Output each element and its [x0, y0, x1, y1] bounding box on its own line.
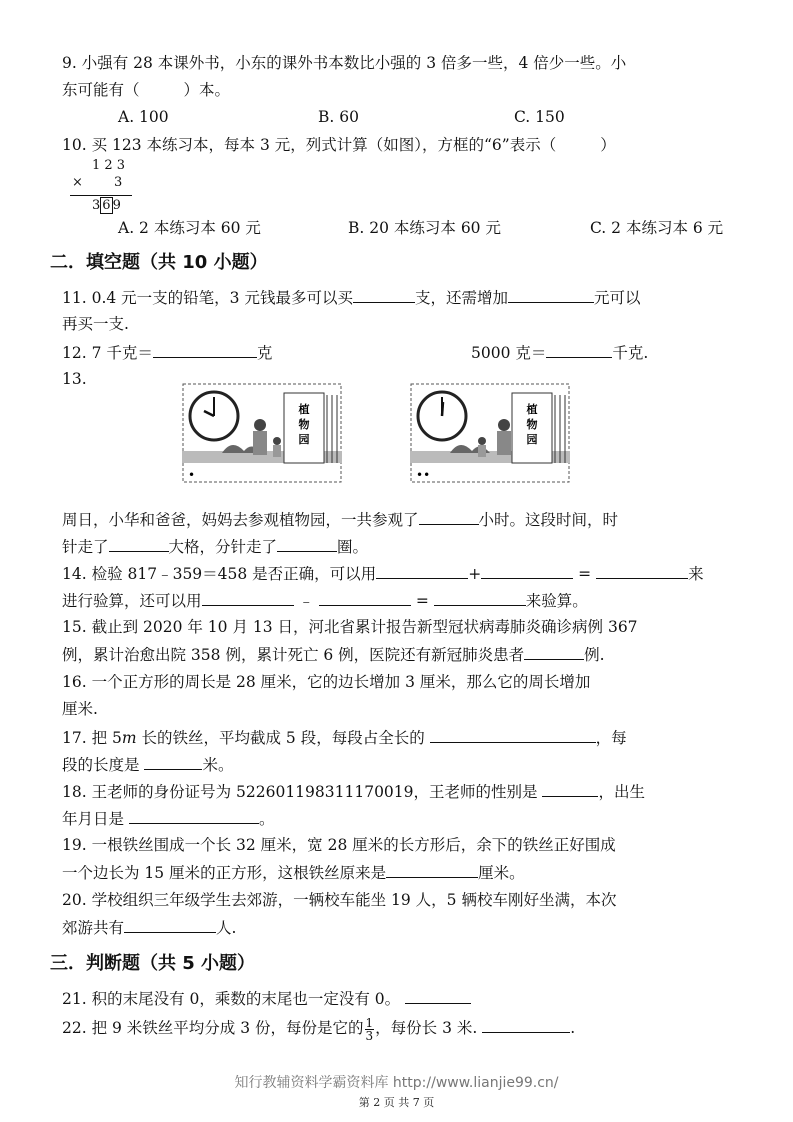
question-18-text: 18. 王老师的身份证号为 522601198311170019，王老师的性别是	[62, 783, 538, 801]
question-15-text: 例，累计治愈出院 358 例，累计死亡 6 例，医院还有新冠肺炎患者	[62, 646, 525, 664]
page-number: 第 2 页 共 7 页	[358, 1096, 435, 1109]
calc-result-digit: 9	[112, 198, 121, 213]
clock-illustration-end	[410, 383, 570, 483]
option-9-a: A. 100	[118, 108, 169, 126]
equals-sign: =	[578, 565, 592, 583]
question-9-line-2	[62, 79, 230, 101]
question-10-text: 10. 买 123 本练习本，每本 3 元，列式计算（如图），方框的“6”表示（	[62, 136, 557, 154]
question-15-text-end: 例.	[584, 646, 605, 664]
answer-blank-14b[interactable]	[481, 562, 573, 579]
person-head	[254, 419, 266, 431]
fraction-denominator: 3	[365, 1028, 374, 1043]
question-18-text-2: ，出生	[598, 783, 645, 801]
question-19-line-2	[62, 861, 525, 884]
question-11-line-2: 再买一支.	[62, 315, 129, 333]
calc-rule	[70, 195, 132, 196]
times-sign: ×	[72, 175, 83, 190]
watermark-footer: 知行教辅资料学霸资料库 http://www.lianjie99.cn/	[234, 1075, 559, 1091]
answer-blank-15[interactable]	[524, 643, 584, 660]
unit-symbol: m	[121, 729, 137, 747]
clock-hour-hand	[442, 402, 443, 416]
question-17-line-1	[62, 726, 627, 749]
question-11-text: 11. 0.4 元一支的铅笔，3 元钱最多可以买	[62, 289, 353, 307]
answer-blank-11a[interactable]	[353, 286, 415, 303]
question-14-text-2: 进行验算，还可以用	[62, 592, 202, 610]
question-18-text-end: 。	[258, 810, 275, 828]
sign-char: 园	[526, 433, 538, 446]
answer-blank-12a[interactable]	[153, 341, 257, 358]
question-18-text-3: 年月日是	[62, 810, 125, 828]
question-20-text: 郊游共有	[62, 919, 125, 937]
question-9-text-end: ）本。	[183, 81, 231, 99]
option-9-b: B. 60	[318, 108, 359, 126]
answer-blank-18a[interactable]	[542, 780, 598, 797]
question-14-line-2	[62, 589, 588, 612]
section-heading-fill-in: 二．填空题（共 10 小题）	[50, 252, 268, 273]
question-17-text: 17. 把 5	[62, 729, 122, 747]
question-20-text-end: 人.	[216, 919, 237, 937]
calc-result-digit: 3	[92, 198, 101, 213]
answer-blank-17a[interactable]	[430, 726, 596, 743]
question-12-left	[62, 341, 272, 364]
question-17-text-end: 米。	[202, 756, 234, 774]
fraction-numerator: 1	[365, 1015, 374, 1030]
question-11-text-mid: 支，还需增加	[414, 289, 508, 307]
question-13-line-2	[62, 535, 368, 558]
child-body	[273, 445, 281, 457]
boxed-digit: 6	[102, 198, 111, 213]
person-head	[498, 419, 510, 431]
calc-result	[92, 198, 121, 213]
answer-blank-20[interactable]	[124, 916, 216, 933]
question-13-text-mid: 小时。这段时间，时	[478, 511, 619, 529]
answer-blank-13c[interactable]	[277, 535, 337, 552]
answer-blank-19[interactable]	[386, 861, 478, 878]
question-12-unit-2: 千克.	[612, 344, 649, 362]
illustration-dot-label: ••	[416, 468, 431, 482]
question-17-text-4: 段的长度是	[62, 756, 140, 774]
question-10-line-1	[62, 134, 616, 156]
question-18-line-2	[62, 807, 274, 830]
sign-char: 物	[526, 418, 538, 431]
question-12-text-2: 5000 克＝	[471, 344, 547, 362]
answer-blank-12b[interactable]	[546, 341, 612, 358]
sign-char: 园	[298, 433, 310, 446]
question-14-unit: 来	[688, 565, 704, 583]
question-11-text-end: 元可以	[593, 289, 641, 307]
question-13-text-2: 针走了	[62, 538, 109, 556]
question-13-text-3: 大格，分针走了	[168, 538, 278, 556]
minus-sign: ﹣	[298, 592, 314, 610]
illustration-dot-label: •	[188, 468, 196, 482]
sign-char: 植	[298, 403, 310, 416]
answer-blank-14e[interactable]	[319, 589, 411, 606]
question-13-text: 周日，小华和爸爸，妈妈去参观植物园，一共参观了	[62, 511, 419, 529]
option-10-b: B. 20 本练习本 60 元	[348, 219, 501, 237]
answer-blank-13b[interactable]	[109, 535, 169, 552]
answer-blank-14a[interactable]	[376, 562, 468, 579]
question-21-text: 21. 积的末尾没有 0，乘数的末尾也一定没有 0。	[62, 990, 401, 1008]
question-14-text-end: 来验算。	[525, 592, 588, 610]
question-12-right	[471, 341, 648, 364]
question-22	[62, 1016, 575, 1042]
plus-sign: +	[468, 565, 482, 583]
calc-multiplicand: 1 2 3	[92, 158, 126, 173]
question-15-line-1: 15. 截止到 2020 年 10 月 13 日，河北省累计报告新型冠状病毒肺炎确诊病例 367	[62, 618, 638, 636]
question-11-line-1	[62, 286, 640, 309]
question-13-line-1	[62, 508, 618, 531]
question-18-line-1	[62, 780, 645, 803]
question-16-line-2: 厘米.	[62, 700, 98, 718]
question-19-text: 一个边长为 15 厘米的正方形，这根铁丝原来是	[62, 864, 387, 882]
question-10-text-end: ）	[600, 136, 616, 154]
equals-sign: =	[415, 592, 429, 610]
question-9-line-1: 9. 小强有 28 本课外书，小东的课外书本数比小强的 3 倍多一些，4 倍少一些。小	[62, 54, 627, 72]
answer-blank-17b[interactable]	[144, 753, 202, 770]
answer-blank-18b[interactable]	[129, 807, 259, 824]
question-19-text-end: 厘米。	[478, 864, 525, 882]
answer-blank-14c[interactable]	[596, 562, 688, 579]
question-17-text-2: 长的铁丝，平均截成 5 段，每段占全长的	[136, 729, 425, 747]
answer-blank-21[interactable]	[405, 987, 471, 1004]
question-12-text: 12. 7 千克＝	[62, 344, 153, 362]
question-21	[62, 987, 471, 1010]
answer-blank-14f[interactable]	[434, 589, 526, 606]
question-16-line-1: 16. 一个正方形的周长是 28 厘米，它的边长增加 3 厘米，那么它的周长增加	[62, 673, 591, 691]
question-22-text-end: .	[570, 1019, 576, 1037]
option-9-c: C. 150	[514, 108, 565, 126]
multiplication-figure	[68, 158, 138, 214]
fraction-one-third	[365, 1017, 375, 1042]
option-10-a: A. 2 本练习本 60 元	[118, 219, 261, 237]
question-13-number: 13.	[62, 370, 87, 388]
question-12-unit: 克	[256, 344, 273, 362]
sign-char: 植	[526, 403, 538, 416]
question-14-line-1	[62, 562, 704, 585]
sign-char: 物	[298, 418, 310, 431]
section-heading-true-false: 三．判断题（共 5 小题）	[50, 953, 256, 974]
person-body	[497, 431, 511, 455]
option-10-c: C. 2 本练习本 6 元	[590, 219, 724, 237]
question-13-text-end: 圈。	[337, 538, 369, 556]
answer-blank-22[interactable]	[482, 1016, 570, 1033]
child-body	[478, 445, 486, 457]
child-head	[478, 437, 486, 445]
clock-illustration-start	[182, 383, 342, 483]
question-15-line-2	[62, 643, 605, 666]
question-22-text: 22. 把 9 米铁丝平均分成 3 份，每份是它的	[62, 1019, 364, 1037]
answer-blank-14d[interactable]	[202, 589, 294, 606]
person-body	[253, 431, 267, 455]
calc-multiplier: 3	[114, 175, 123, 190]
question-20-line-2	[62, 916, 236, 939]
child-head	[273, 437, 281, 445]
question-17-text-3: ，每	[595, 729, 627, 747]
answer-blank-13a[interactable]	[419, 508, 479, 525]
question-14-text: 14. 检验 817﹣359＝458 是否正确，可以用	[62, 565, 377, 583]
question-20-line-1: 20. 学校组织三年级学生去郊游，一辆校车能坐 19 人，5 辆校车刚好坐满，本次	[62, 891, 617, 909]
question-19-line-1: 19. 一根铁丝围成一个长 32 厘米，宽 28 厘米的长方形后，余下的铁丝正好围成	[62, 836, 616, 854]
question-17-line-2	[62, 753, 233, 776]
question-22-text-2: ，每份长 3 米.	[375, 1019, 478, 1037]
question-9-text: 东可能有（	[62, 81, 140, 99]
answer-blank-11b[interactable]	[508, 286, 594, 303]
